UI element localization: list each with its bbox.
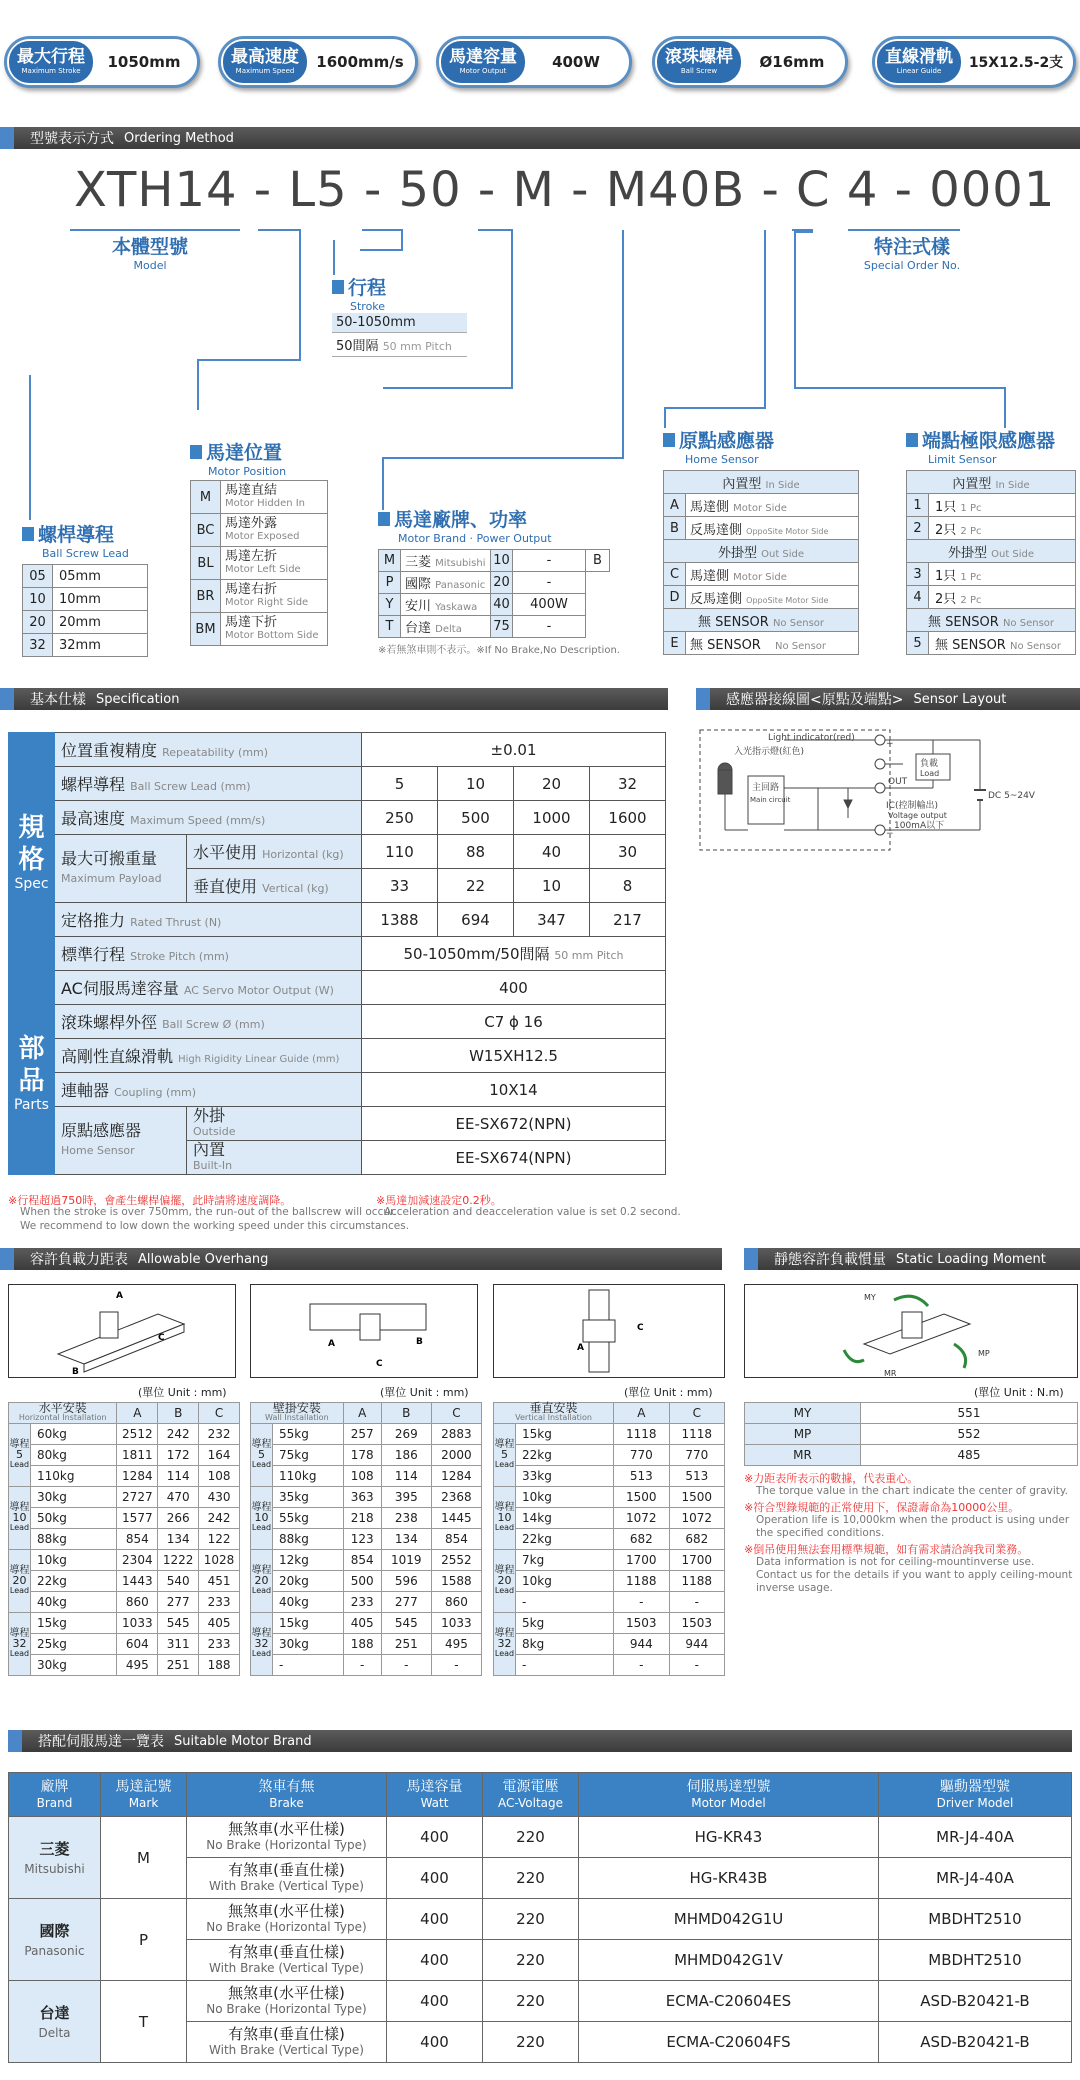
- svg-text:Main circuit: Main circuit: [750, 796, 791, 804]
- overhang-unit-h: (單位 Unit : mm): [138, 1386, 227, 1399]
- wall-install-diagram: [250, 1284, 478, 1378]
- svg-text:A: A: [116, 1291, 123, 1301]
- lead-block: 螺桿導程 Ball Screw Lead 05 05mm 10 10mm 20 20mm 32 32mm: [22, 520, 152, 657]
- svg-text:−: −: [886, 829, 894, 839]
- static-notes: ※力距表所表示的數據，代表重心。 The torque value in the chart indicate the center of gravity. ※符合型錄規範的正常使用下，保證壽命為10000公里。 Operation life is 10,000km when the product is using under the specified conditions. ※倒吊使用無法套用標準規範，如有需求請洽詢我司業務。 Data information is not for ceiling-mountinverse use. Contact us for the details if you want to apply ceiling-mount inverse usage.: [744, 1472, 1073, 1594]
- motor-position-block: 馬達位置 Motor Position M 馬達直結 Motor Hidden In BC 馬達外露 Motor Exposed BL 馬達左折 Motor Left Side BR 馬達右折 Motor Right Side BM 馬達下折 Motor Bottom Side: [190, 438, 330, 646]
- motor-brand-block: 馬達廠牌、功率 Motor Brand · Power Output M 三菱 Mitsubishi 10 - B P 國際 Panasonic 20 - Y 安川 Yaskawa 40 400W T 台達 Delta 75 - ※若無煞車則不表示。※If No Brake,No Description.: [378, 509, 620, 656]
- svg-text:B: B: [416, 1337, 423, 1347]
- svg-text:IC(控制輸出): IC(控制輸出): [886, 801, 938, 811]
- svg-text:100mA以下: 100mA以下: [894, 821, 945, 831]
- horizontal-install-diagram: [8, 1284, 236, 1378]
- overhang-title-bar: 容許負載力距表 Allowable Overhang: [0, 1248, 722, 1270]
- ordering-title-bar: 型號表示方式 Ordering Method: [0, 127, 1080, 149]
- svg-text:MY: MY: [864, 1293, 876, 1302]
- spec-pill-stroke: 最大行程 Maximum Stroke 1050mm: [4, 36, 200, 88]
- overhang-wall-table: 壁掛安裝 Wall Installation A B C 導程 5 Lead 55kg 257 269 2883 75kg 178 186 2000 110kg 108 114 1284 導程 10 Lead 35kg 363 395 2368 55kg 218 238 1445 88kg 123 134 854 導程 20 Lead 12kg 854 1019 2552 20kg 500 596 1588 40kg 233 277 860 導程 32 Lead 15kg 405 545 1033 30kg 188 251 495 - - - -: [250, 1402, 482, 1676]
- svg-text:MP: MP: [978, 1349, 990, 1358]
- svg-text:MR: MR: [884, 1369, 897, 1378]
- motor-table: 廠牌 Brand 馬達記號 Mark 煞車有無 Brake 馬達容量 Watt 電源電壓 AC-Voltage 伺服馬達型號 Motor Model 驅動器型號 Driver Model 三菱 Mitsubishi M 無煞車(水平仕樣) No Brake (Horizontal Type) 400 220 HG-KR43 MR-J4-40A 有煞車(垂直仕樣) With Brake (Vertical Type) 400 220 HG-KR43B MR-J4-40A 國際 Panasonic P 無煞車(水平仕樣) No Brake (Horizontal Type) 400 220 MHMD042G1U MBDHT2510 有煞車(垂直仕樣) With Brake (Vertical Type) 400 220 MHMD042G1V MBDHT2510 台達 Delta T 無煞車(水平仕樣) No Brake (Horizontal Type) 400 220 ECMA-C20604ES ASD-B20421-B 有煞車(垂直仕樣) With Brake (Vertical Type) 400 220 ECMA-C20604FS ASD-B20421-B: [8, 1772, 1072, 2063]
- svg-text:入光指示燈(紅色): 入光指示燈(紅色): [734, 747, 805, 757]
- motor-title-bar: 搭配伺服馬達一覽表 Suitable Motor Brand: [8, 1730, 1072, 1752]
- spec-table: 規格 Spec 位置重複精度 Repeatability (mm) ±0.01 螺桿導程 Ball Screw Lead (mm) 5 10 20 32 最高速度 Maximum Speed (mm/s) 250 500 1000 1600 最大可搬重量 Maximum Payload 水平使用 Horizontal (kg) 110 88 40 30 垂直使用 Vertical (kg) 33 22 10 8 定格推力 Rated Thrust (N) 1388 694 347 217 標準行程 Stroke Pitch (mm) 50-1050mm/50間隔 50 mm Pitch 部品 Parts AC伺服馬達容量 AC Servo Motor Output (W) 400 滾珠螺桿外徑 Ball Screw Ø (mm) C7 ϕ 16 高剛性直線滑軌 High Rigidity Linear Guide (mm) W15XH12.5 連軸器 Coupling (mm) 10X14 原點感應器 Home Sensor 外掛 Outside EE-SX672(NPN) 內置 Built-In EE-SX674(NPN): [8, 732, 666, 1175]
- svg-text:OUT: OUT: [888, 777, 908, 787]
- svg-text:C: C: [637, 1323, 644, 1333]
- spec-note-1-en2: We recommend to low down the working speed under this circumstances.: [20, 1220, 410, 1232]
- spec-note-1-en: When the stroke is over 750mm, the run-out of the ballscrew will occur.: [20, 1206, 397, 1218]
- svg-text:Voltage output: Voltage output: [888, 811, 947, 820]
- svg-text:C: C: [158, 1333, 165, 1343]
- special-label: 特注式樣 Special Order No.: [863, 236, 961, 272]
- overhang-horizontal-table: 水平安裝 Horizontal Installation A B C 導程 5 Lead 60kg 2512 242 232 80kg 1811 172 164 110kg 1284 114 108 導程 10 Lead 30kg 2727 470 430 50kg 1577 266 242 88kg 854 134 122 導程 20 Lead 10kg 2304 1222 1028 22kg 1443 540 451 40kg 860 277 233 導程 32 Lead 15kg 1033 545 405 25kg 604 311 233 30kg 495 251 188: [8, 1402, 240, 1676]
- svg-text:負載: 負載: [920, 759, 939, 769]
- svg-text:A: A: [577, 1343, 584, 1353]
- limit-sensor-block: 端點極限感應器 Limit Sensor 內置型 In Side 1 1只 1 Pc 2 2只 2 Pc 外掛型 Out Side 3 1只 1 Pc 4 2只 2 Pc 無 SENSOR No Sensor 5 無 SENSOR No Sensor: [906, 426, 1076, 655]
- svg-text:B: B: [72, 1367, 79, 1377]
- spec-note-1: ※行程超過750時，會產生螺桿偏擺，此時請將速度調降。: [8, 1194, 292, 1207]
- svg-text:C: C: [376, 1359, 383, 1369]
- home-sensor-block: 原點感應器 Home Sensor 內置型 In Side A 馬達側 Motor Side B 反馬達側 OppoSite Motor Side 外掛型 Out Side C 馬達側 Motor Side D 反馬達側 OppoSite Motor Side 無 SENSOR No Sensor E 無 SENSOR No Sensor: [663, 426, 861, 655]
- svg-text:Light indicator(red): Light indicator(red): [768, 733, 855, 743]
- overhang-vertical-table: 垂直安裝 Vertical Installation A C 導程 5 Lead 15kg 1118 1118 22kg 770 770 33kg 513 513 導程 10 Lead 10kg 1500 1500 14kg 1072 1072 22kg 682 682 導程 20 Lead 7kg 1700 1700 10kg 1188 1188 - - - 導程 32 Lead 5kg 1503 1503 8kg 944 944 - - -: [493, 1402, 725, 1676]
- sensor-title-bar: 感應器接線圖<原點及端點> Sensor Layout: [696, 688, 1080, 710]
- spec-pill-speed: 最高速度 Maximum Speed 1600mm/s: [218, 36, 418, 88]
- svg-text:Load: Load: [920, 769, 940, 778]
- vertical-install-diagram: [493, 1284, 725, 1378]
- spec-note-2-en: Acceleration and deacceleration value is set 0.2 second.: [384, 1206, 681, 1218]
- svg-text:主回路: 主回路: [752, 783, 780, 793]
- model-label: 本體型號 Model: [111, 236, 188, 272]
- model-code: XTH14 - L5 - 50 - M - M40B - C 4 - 0001: [74, 162, 1056, 218]
- spec-pill-guide: 直線滑軌 Linear Guide 15X12.5-2支: [872, 36, 1076, 88]
- spec-title-bar: 基本仕樣 Specification: [0, 688, 668, 710]
- static-moment-diagram: [744, 1284, 1078, 1378]
- svg-text:A: A: [328, 1339, 335, 1349]
- static-unit: (單位 Unit : N.m): [974, 1386, 1064, 1399]
- static-title-bar: 靜態容許負載慣量 Static Loading Moment: [744, 1248, 1080, 1270]
- overhang-unit-v: (單位 Unit : mm): [624, 1386, 713, 1399]
- overhang-unit-w: (單位 Unit : mm): [380, 1386, 469, 1399]
- spec-pill-motor: 馬達容量 Motor Output 400W: [436, 36, 632, 88]
- spec-note-2: ※馬達加減速設定0.2秒。: [376, 1194, 502, 1207]
- static-moment-table: MY 551 MP 552 MR 485: [744, 1402, 1078, 1466]
- svg-text:+: +: [886, 739, 894, 749]
- spec-pill-ballscrew: 滾珠螺桿 Ball Screw Ø16mm: [652, 36, 848, 88]
- stroke-block: 行程 Stroke 50-1050mm 50間隔 50 mm Pitch: [332, 273, 467, 357]
- svg-text:DC 5~24V: DC 5~24V: [988, 791, 1035, 801]
- sensor-wiring-diagram: [698, 728, 1035, 858]
